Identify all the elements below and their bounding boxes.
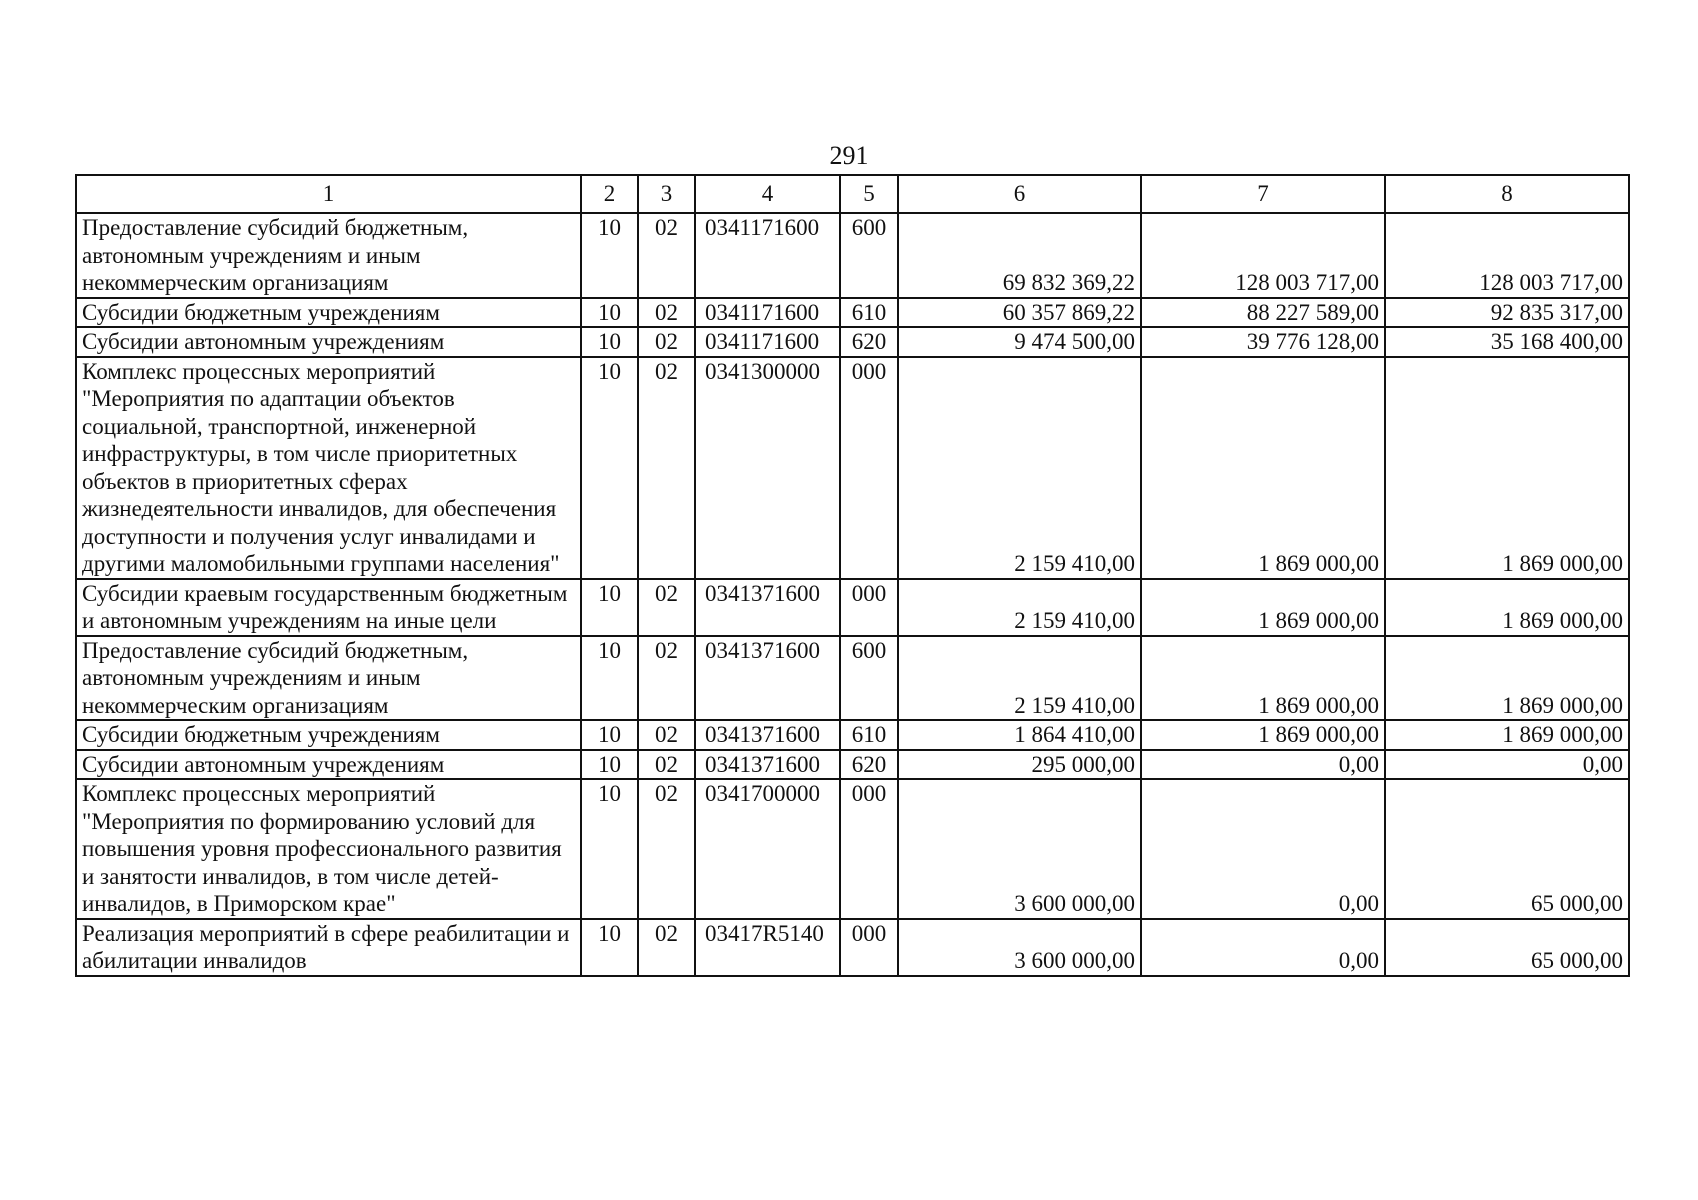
row-expense-type: 610 (840, 720, 898, 750)
row-name: Субсидии бюджетным учреждениям (76, 298, 581, 328)
header-col-7: 7 (1141, 175, 1385, 213)
row-subsection: 02 (638, 357, 695, 579)
row-amount-col7: 0,00 (1141, 750, 1385, 780)
row-target-code: 0341371600 (695, 720, 840, 750)
row-amount-col7: 1 869 000,00 (1141, 720, 1385, 750)
table-row (76, 327, 1629, 357)
row-name: Комплекс процессных мероприятий "Мероприятия по адаптации объектов социальной, транспортной, инженерной инфраструктуры, в том числе приоритетных объектов в приоритетных сферах жизнедеятельности инвалидов, для обеспечения доступности и получения услуг инвалидами и другими маломобильными группами населения" (76, 357, 581, 579)
row-expense-type: 000 (840, 357, 898, 579)
row-expense-type: 000 (840, 779, 898, 919)
row-subsection: 02 (638, 298, 695, 328)
row-amount-col7: 39 776 128,00 (1141, 327, 1385, 357)
row-expense-type: 620 (840, 327, 898, 357)
row-target-code: 0341371600 (695, 579, 840, 636)
row-section: 10 (581, 298, 638, 328)
row-amount-col7: 1 869 000,00 (1141, 636, 1385, 721)
row-target-code: 0341300000 (695, 357, 840, 579)
row-section: 10 (581, 357, 638, 579)
row-subsection: 02 (638, 750, 695, 780)
row-amount-col6: 2 159 410,00 (898, 357, 1141, 579)
header-col-5: 5 (840, 175, 898, 213)
row-target-code: 0341171600 (695, 298, 840, 328)
table-body (76, 213, 1629, 976)
row-amount-col6: 295 000,00 (898, 750, 1141, 780)
row-expense-type: 620 (840, 750, 898, 780)
row-subsection: 02 (638, 779, 695, 919)
header-col-4: 4 (695, 175, 840, 213)
row-expense-type: 000 (840, 579, 898, 636)
row-amount-col6: 2 159 410,00 (898, 636, 1141, 721)
row-name: Реализация мероприятий в сфере реабилитации и абилитации инвалидов (76, 919, 581, 976)
row-target-code: 0341371600 (695, 750, 840, 780)
row-amount-col7: 128 003 717,00 (1141, 213, 1385, 298)
row-subsection: 02 (638, 327, 695, 357)
table-row (76, 298, 1629, 328)
budget-table (75, 174, 1630, 977)
row-subsection: 02 (638, 579, 695, 636)
row-subsection: 02 (638, 213, 695, 298)
row-amount-col8: 0,00 (1385, 750, 1629, 780)
row-name: Субсидии бюджетным учреждениям (76, 720, 581, 750)
row-amount-col8: 128 003 717,00 (1385, 213, 1629, 298)
row-expense-type: 600 (840, 636, 898, 721)
header-col-8: 8 (1385, 175, 1629, 213)
header-col-1: 1 (76, 175, 581, 213)
row-amount-col6: 1 864 410,00 (898, 720, 1141, 750)
table-row (76, 720, 1629, 750)
row-subsection: 02 (638, 919, 695, 976)
row-amount-col8: 1 869 000,00 (1385, 579, 1629, 636)
table-row (76, 213, 1629, 298)
row-section: 10 (581, 636, 638, 721)
table-row (76, 636, 1629, 721)
row-section: 10 (581, 327, 638, 357)
row-amount-col8: 1 869 000,00 (1385, 357, 1629, 579)
header-col-3: 3 (638, 175, 695, 213)
row-amount-col6: 9 474 500,00 (898, 327, 1141, 357)
row-section: 10 (581, 779, 638, 919)
row-target-code: 03417R5140 (695, 919, 840, 976)
row-amount-col6: 3 600 000,00 (898, 779, 1141, 919)
row-amount-col8: 65 000,00 (1385, 779, 1629, 919)
row-target-code: 0341371600 (695, 636, 840, 721)
row-target-code: 0341171600 (695, 327, 840, 357)
row-amount-col7: 88 227 589,00 (1141, 298, 1385, 328)
row-amount-col6: 60 357 869,22 (898, 298, 1141, 328)
row-target-code: 0341171600 (695, 213, 840, 298)
row-amount-col6: 2 159 410,00 (898, 579, 1141, 636)
row-expense-type: 610 (840, 298, 898, 328)
table-row (76, 357, 1629, 579)
header-col-2: 2 (581, 175, 638, 213)
header-col-6: 6 (898, 175, 1141, 213)
row-name: Комплекс процессных мероприятий "Мероприятия по формированию условий для повышения уровня профессионального развития и занятости инвалидов, в том числе детей-инвалидов, в Приморском крае" (76, 779, 581, 919)
row-amount-col6: 69 832 369,22 (898, 213, 1141, 298)
row-section: 10 (581, 750, 638, 780)
row-expense-type: 600 (840, 213, 898, 298)
row-section: 10 (581, 213, 638, 298)
row-subsection: 02 (638, 720, 695, 750)
row-section: 10 (581, 720, 638, 750)
table-row (76, 779, 1629, 919)
row-amount-col7: 1 869 000,00 (1141, 579, 1385, 636)
row-name: Субсидии автономным учреждениям (76, 750, 581, 780)
row-amount-col8: 92 835 317,00 (1385, 298, 1629, 328)
row-name: Субсидии краевым государственным бюджетным и автономным учреждениям на иные цели (76, 579, 581, 636)
row-amount-col8: 35 168 400,00 (1385, 327, 1629, 357)
row-amount-col8: 1 869 000,00 (1385, 636, 1629, 721)
row-amount-col7: 0,00 (1141, 779, 1385, 919)
table-header (76, 175, 1629, 213)
row-name: Предоставление субсидий бюджетным, автономным учреждениям и иным некоммерческим организациям (76, 213, 581, 298)
row-amount-col8: 1 869 000,00 (1385, 720, 1629, 750)
row-subsection: 02 (638, 636, 695, 721)
row-name: Субсидии автономным учреждениям (76, 327, 581, 357)
page-number: 291 (829, 141, 869, 170)
header-row (76, 175, 1629, 213)
table-row (76, 919, 1629, 976)
row-name: Предоставление субсидий бюджетным, автономным учреждениям и иным некоммерческим организациям (76, 636, 581, 721)
row-target-code: 0341700000 (695, 779, 840, 919)
row-section: 10 (581, 579, 638, 636)
row-amount-col7: 1 869 000,00 (1141, 357, 1385, 579)
row-expense-type: 000 (840, 919, 898, 976)
table-row (76, 579, 1629, 636)
row-amount-col6: 3 600 000,00 (898, 919, 1141, 976)
row-amount-col7: 0,00 (1141, 919, 1385, 976)
row-section: 10 (581, 919, 638, 976)
table-row (76, 750, 1629, 780)
row-amount-col8: 65 000,00 (1385, 919, 1629, 976)
